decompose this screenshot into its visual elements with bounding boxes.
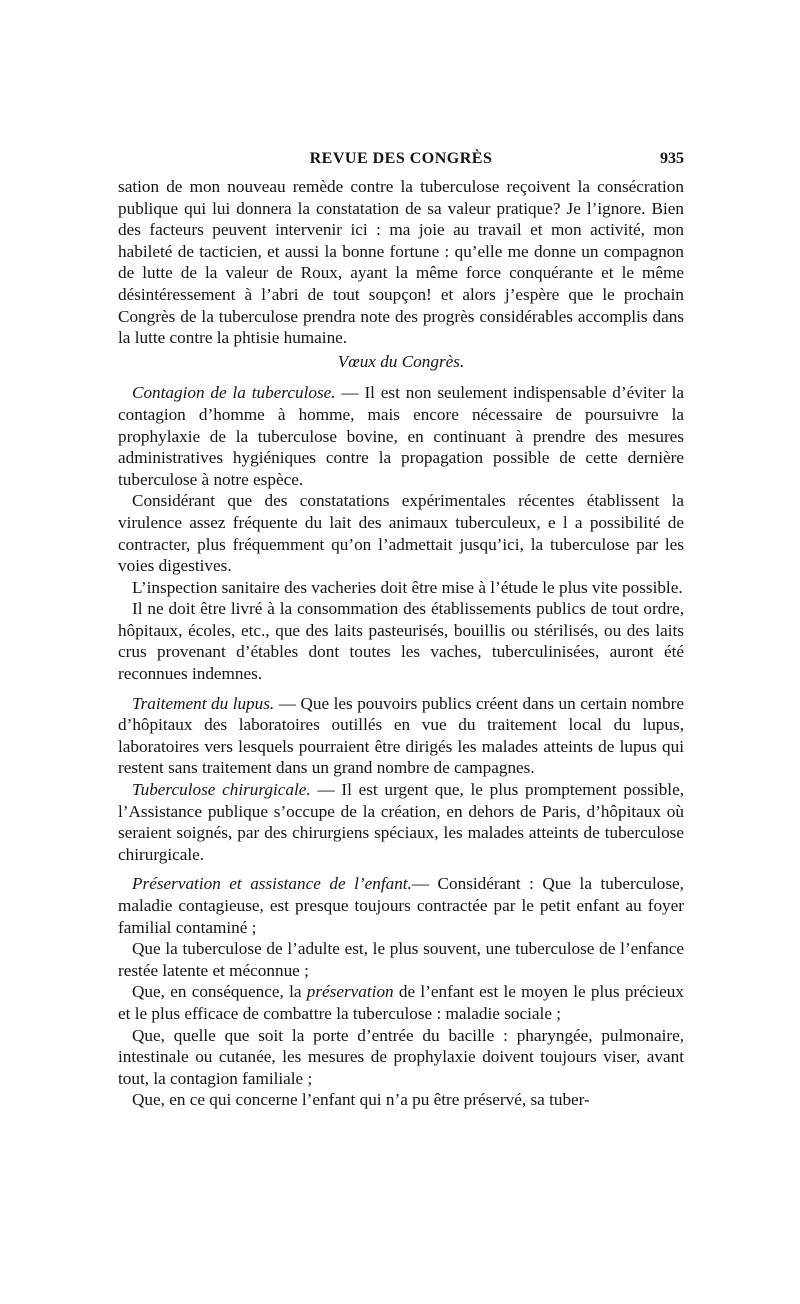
consequence-text-b: de l’enfant est le moyen le plus précieux et le plus efficace de combattre la tuberculose : maladie sociale ; (118, 982, 684, 1023)
chirurgicale-title: Tuberculose chirurgicale. (132, 780, 311, 800)
paragraph-considerant: Considérant que des constatations expérimentales récentes établissent la virulence assez fréquente du lait des animaux tuberculeux, e l a possibilité de contracter, plus fréquemment qu’on l’admettait jusqu’ici, la tuberculose par les voies digestives. (118, 491, 684, 576)
lupus-text: — Que les pouvoirs publics créent dans un certain nombre d’hôpitaux des laboratoires outillés en vue du traitement local du lupus, laboratoires vers lesquels pourraient être dirigés les malades atteints de lupus qui restent sans traitement dans un grand nombre de campagnes. (118, 693, 684, 778)
chirurgicale-text: — Il est urgent que, le plus promptement possible, l’Assistance publique s’occupe de la création, en dehors de Paris, d’hôpitaux où seraient soignés, par des chirurgiens spéciaux, les malades atteints de tuberculose chirurgicale. (118, 780, 684, 864)
lupus-title: Traitement du lupus. (132, 693, 275, 713)
section-heading-voeux: Vœux du Congrès. (337, 351, 465, 371)
paragraph-livre: Il ne doit être livré à la consommation des établissements publics de tout ordre, hôpitaux, écoles, etc., que des laits pasteurisés, bouillis ou stérilisés, ou des laits crus provenant d’étables dont toutes les vaches, tuberculinisées, auront été reconnues indemnes. (118, 599, 684, 684)
preservation-title: Préservation et assistance de l’enfant. (132, 874, 412, 894)
paragraph-intro: sation de mon nouveau remède contre la tuberculose reçoivent la consécration publique qui lui donnera la constatation de sa valeur pratique? Je l’ignore. Bien des facteurs peuvent intervenir ici : ma joie au travail et mon activité, mon habileté de tacticien, et aussi la bonne fortune : qu’elle me donne un compagnon de lutte de la valeur de Roux, ayant la même force conquérante et le même désintéressement à l’abri de tout soupçon! et alors j’espère que le prochain Congrès de la tuberculose prendra note des progrès considérables accomplis dans la lutte contre la phtisie humaine. (118, 177, 684, 348)
paragraph-contagion (118, 382, 684, 490)
running-title: REVUE DES CONGRÈS (309, 150, 493, 167)
paragraph-last: Que, en ce qui concerne l’enfant qui n’a pu être préservé, sa tuber- (132, 1090, 590, 1110)
paragraph-inspection: L’inspection sanitaire des vacheries doit être mise à l’étude le plus vite possible. (132, 577, 683, 597)
running-header (118, 150, 684, 176)
paragraph-adulte: Que la tuberculose de l’adulte est, le plus souvent, une tuberculose de l’enfance restée latente et méconnue ; (118, 939, 684, 980)
consequence-italic: préservation (306, 982, 394, 1002)
paragraph-consequence (118, 981, 684, 1024)
body-text (118, 176, 684, 1111)
paragraph-lupus (118, 693, 684, 779)
consequence-text-a: Que, en conséquence, la (132, 982, 307, 1002)
contagion-title: Contagion de la tuberculose. (132, 383, 336, 403)
paragraph-preservation (118, 873, 684, 938)
book-page (118, 150, 684, 1111)
page-number: 935 (660, 150, 684, 167)
paragraph-porte: Que, quelle que soit la porte d’entrée du bacille : pharyngée, pulmonaire, intestinale ou cutanée, les mesures de prophylaxie doivent toujours viser, avant tout, la contagion familiale ; (118, 1025, 684, 1088)
paragraph-chirurgicale (118, 779, 684, 865)
contagion-text: — Il est non seulement indispensable d’éviter la contagion d’homme à homme, mais encore nécessaire de poursuivre la prophylaxie de la tuberculose bovine, en continuant à prendre des mesures administratives hygiéniques contre la propagation possible de cette dernière tuberculose à notre espèce. (118, 383, 684, 489)
preservation-text: — Considérant : Que la tuberculose, maladie contagieuse, est presque toujours contractée par le petit enfant au foyer familial contaminé ; (118, 874, 684, 937)
